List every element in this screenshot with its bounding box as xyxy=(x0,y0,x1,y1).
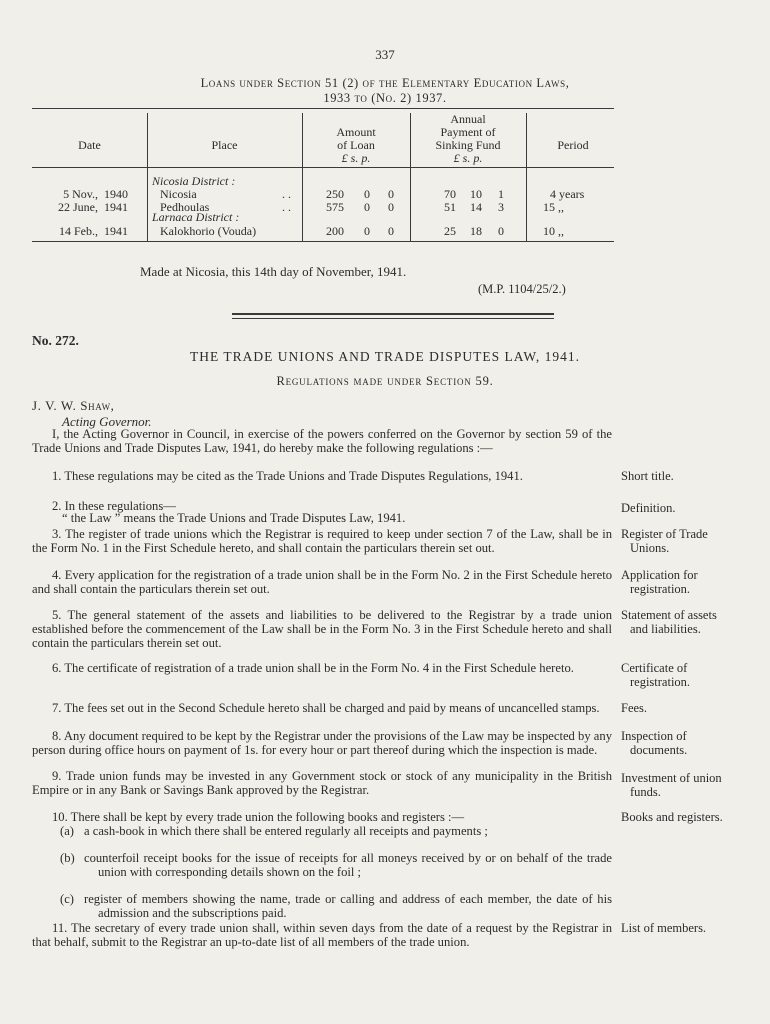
preamble: I, the Acting Governor in Council, in exercise of the powers conferred on the Governor by section 59 of the Trade Unions and Trade Disputes Law, 1941, do hereby make the following regulations :— xyxy=(32,427,612,455)
margin-note-text: Definition. xyxy=(621,501,676,515)
row-amount-pounds: 575 xyxy=(326,200,344,214)
row-period: 4 years xyxy=(550,187,585,201)
row-fund-pence: 1 xyxy=(498,187,504,201)
margin-note-text: List of members. xyxy=(621,921,707,935)
row-fund-shillings: 14 xyxy=(470,200,482,214)
loans-table-title: Loans under Section 51 (2) of the Elementary Education Laws, xyxy=(200,76,570,90)
loans-table-title-years: 1933 to (No. 2) 1937. xyxy=(323,91,447,105)
row-fund-pounds: 25 xyxy=(444,224,456,238)
row-year: 1941 xyxy=(104,224,128,238)
page-number: 337 xyxy=(375,47,395,62)
regulations-subtitle: Regulations made under Section 59. xyxy=(276,374,494,388)
row-amount-pounds: 200 xyxy=(326,224,344,238)
regulation-paragraph: 2. In these regulations— xyxy=(52,499,176,513)
margin-note-text: Books and registers. xyxy=(621,810,723,824)
regulation-paragraph: 7. The fees set out in the Second Schedule hereto shall be charged and paid by means of uncancelled stamps. xyxy=(52,701,600,715)
header-sinking-fund: Annual xyxy=(450,112,486,126)
row-leader-dots: . . xyxy=(282,200,291,214)
header-amount: Amount xyxy=(336,125,376,139)
row-period: 15 ,, xyxy=(543,200,564,214)
margin-note xyxy=(621,772,731,800)
table-bottom-rule xyxy=(32,241,614,242)
regulation-paragraph: 1. These regulations may be cited as the Trade Unions and Trade Disputes Regulations, 1941. xyxy=(52,469,523,483)
row-year: 1941 xyxy=(104,200,128,214)
margin-note-text: Register of Trade Unions. xyxy=(621,527,708,555)
regulation-paragraph: 6. The certificate of registration of a trade union shall be in the Form No. 4 in the First Schedule hereto. xyxy=(52,661,574,675)
table-column-divider xyxy=(147,113,148,241)
sub-item xyxy=(84,893,612,921)
row-date: 22 June, xyxy=(58,200,98,214)
sub-item-text: register of members showing the name, trade or calling and address of each member, the date of his admission and the subscriptions paid. xyxy=(84,892,612,920)
row-amount-shillings: 0 xyxy=(364,187,370,201)
sub-item-label: (c) xyxy=(60,892,74,906)
margin-note xyxy=(621,662,731,690)
margin-note xyxy=(621,730,731,758)
row-amount-pence: 0 xyxy=(388,187,394,201)
margin-note xyxy=(621,609,731,637)
margin-note xyxy=(621,922,731,936)
margin-note xyxy=(621,502,731,516)
margin-note-text: Certificate of registration. xyxy=(621,661,691,689)
row-year: 1940 xyxy=(104,187,128,201)
row-leader-dots: . . xyxy=(282,187,291,201)
margin-note-text: Application for registration. xyxy=(621,568,698,596)
signatory-role: Acting Governor. xyxy=(62,414,152,429)
row-fund-pence: 0 xyxy=(498,224,504,238)
row-amount-shillings: 0 xyxy=(364,224,370,238)
district-label: Nicosia District : xyxy=(152,174,236,188)
header-amount: of Loan xyxy=(337,138,375,152)
row-place: Kalokhorio (Vouda) xyxy=(160,224,257,238)
margin-note-text: Statement of assets and liabilities. xyxy=(621,608,717,636)
row-fund-pounds: 70 xyxy=(444,187,456,201)
margin-note-text: Investment of union funds. xyxy=(621,771,722,799)
row-date: 14 Feb., xyxy=(59,224,98,238)
row-amount-pence: 0 xyxy=(388,224,394,238)
row-amount-shillings: 0 xyxy=(364,200,370,214)
regulation-paragraph: 3. The register of trade unions which the Registrar is required to keep under section 7 of the Law, shall be in the Form No. 1 in the First Schedule hereto, and shall contain the particulars therein set out. xyxy=(32,527,612,555)
sub-item-label: (b) xyxy=(60,851,75,865)
header-place: Place xyxy=(211,138,238,152)
table-top-rule xyxy=(32,108,614,109)
margin-note xyxy=(621,470,731,484)
header-sinking-fund: Payment of xyxy=(440,125,496,139)
row-amount-pounds: 250 xyxy=(326,187,344,201)
notice-number: No. 272. xyxy=(32,333,79,348)
row-fund-shillings: 18 xyxy=(470,224,482,238)
row-fund-pounds: 51 xyxy=(444,200,456,214)
header-amount-units: £ s. p. xyxy=(341,151,371,165)
header-sinking-fund-units: £ s. p. xyxy=(453,151,483,165)
table-column-divider xyxy=(526,113,527,241)
signatory-name: J. V. W. Shaw, xyxy=(32,398,115,413)
margin-note-text: Short title. xyxy=(621,469,674,483)
row-place: Nicosia xyxy=(160,187,197,201)
margin-note-text: Fees. xyxy=(621,701,648,715)
regulation-paragraph: 10. There shall be kept by every trade union the following books and registers :— xyxy=(52,810,465,824)
margin-note xyxy=(621,569,731,597)
sub-item-label: (a) xyxy=(60,824,74,838)
margin-note xyxy=(621,702,731,716)
law-title: THE TRADE UNIONS AND TRADE DISPUTES LAW, 1941. xyxy=(189,349,581,364)
sub-item xyxy=(84,852,612,880)
row-fund-shillings: 10 xyxy=(470,187,482,201)
row-period: 10 ,, xyxy=(543,224,564,238)
row-fund-pence: 3 xyxy=(498,200,504,214)
regulation-paragraph: 9. Trade union funds may be invested in any Government stock or stock of any municipality in the British Empire or in any Bank or Savings Bank approved by the Registrar. xyxy=(32,769,612,797)
sub-item-text: a cash-book in which there shall be entered regularly all receipts and payments ; xyxy=(84,824,488,838)
made-at-statement: Made at Nicosia, this 14th day of November, 1941. xyxy=(140,264,407,279)
row-date: 5 Nov., xyxy=(63,187,98,201)
header-period: Period xyxy=(557,138,589,152)
section-divider xyxy=(232,313,554,315)
margin-note-text: Inspection of documents. xyxy=(621,729,688,757)
regulation-paragraph: 8. Any document required to be kept by the Registrar under the provisions of the Law may be inspected by any person during office hours on payment of 1s. for every hour or part thereof during which the inspection is made. xyxy=(32,729,612,757)
sub-item xyxy=(84,825,612,839)
header-date: Date xyxy=(78,138,101,152)
margin-note xyxy=(621,811,731,825)
regulation-paragraph: 11. The secretary of every trade union shall, within seven days from the date of a request by the Registrar in that behalf, submit to the Registrar an up-to-date list of all members of the trade union. xyxy=(32,921,612,949)
file-reference: (M.P. 1104/25/2.) xyxy=(478,282,566,296)
sub-item-text: counterfoil receipt books for the issue of receipts for all moneys received by or on behalf of the trade union with corresponding details shown on the foil ; xyxy=(84,851,612,879)
regulation-paragraph: “ the Law ” means the Trade Unions and Trade Disputes Law, 1941. xyxy=(62,511,406,525)
regulation-paragraph: 5. The general statement of the assets and liabilities to be delivered to the Registrar by a trade union established before the commencement of the Law shall be in the Form No. 3 in the First Schedule hereto and shall contain the particulars therein set out. xyxy=(32,608,612,650)
row-place: Pedhoulas xyxy=(160,200,210,214)
row-amount-pence: 0 xyxy=(388,200,394,214)
header-sinking-fund: Sinking Fund xyxy=(435,138,501,152)
section-divider xyxy=(232,318,554,319)
margin-note xyxy=(621,528,731,556)
district-label: Larnaca District : xyxy=(152,210,240,224)
regulation-paragraph: 4. Every application for the registration of a trade union shall be in the Form No. 2 in the First Schedule hereto and shall contain the particulars therein set out. xyxy=(32,568,612,596)
